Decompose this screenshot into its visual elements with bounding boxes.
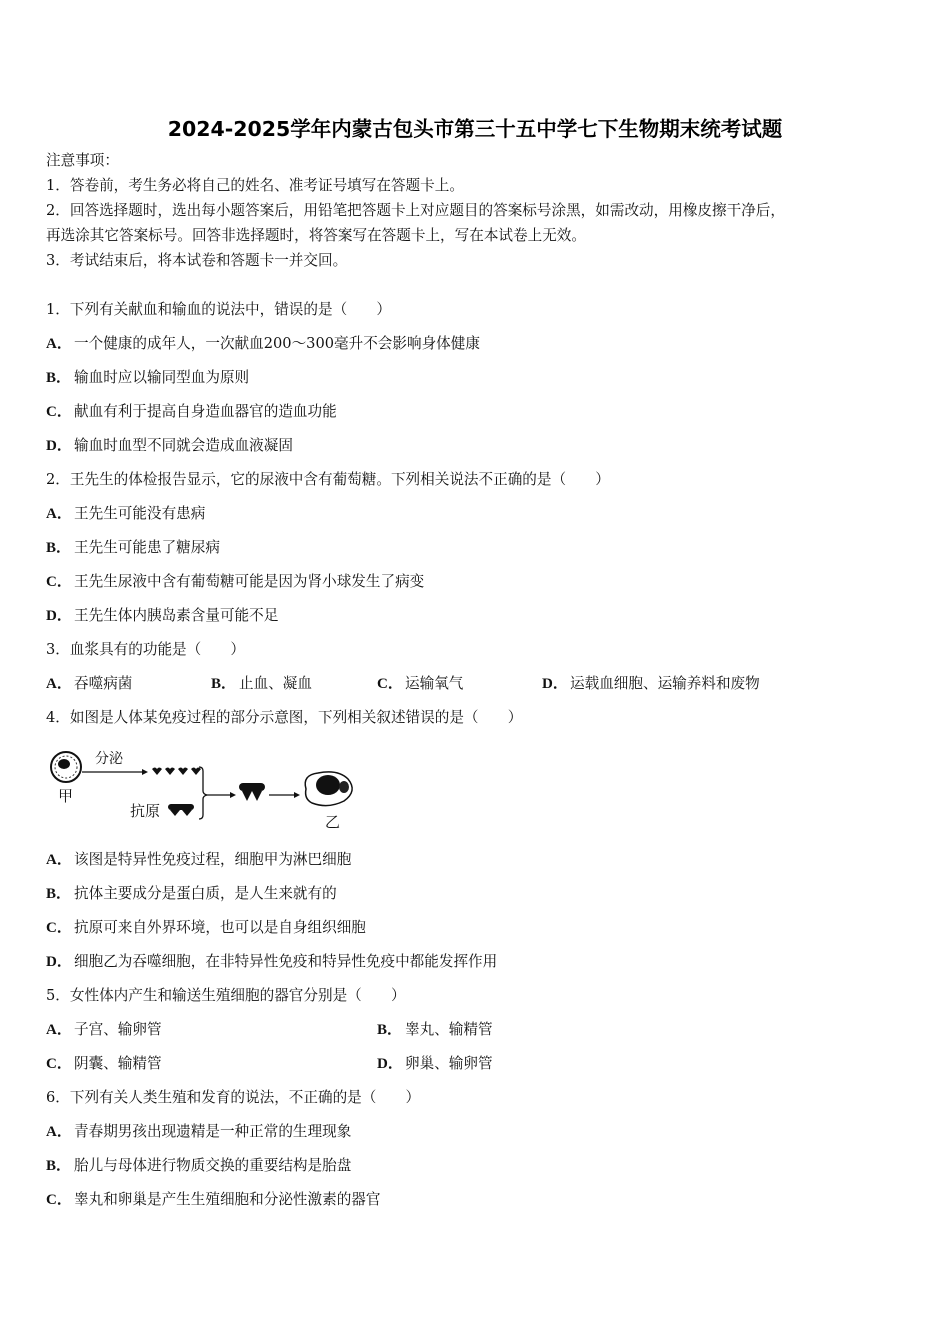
option-d[interactable] xyxy=(46,606,278,626)
option-d[interactable] xyxy=(377,1054,493,1074)
antigen-label: 抗原 xyxy=(130,802,161,820)
notice-heading: 注意事项： xyxy=(46,152,119,169)
cell-a-label: 甲 xyxy=(58,787,74,805)
option-a[interactable] xyxy=(46,334,480,354)
option-b[interactable] xyxy=(46,538,220,558)
option-text: 止血、凝血 xyxy=(239,675,312,692)
option-d[interactable] xyxy=(542,674,760,694)
option-letter: B． xyxy=(46,1158,72,1174)
option-letter: B． xyxy=(211,676,237,692)
question-number: 5． xyxy=(46,987,70,1004)
option-text: 卵巢、输卵管 xyxy=(405,1055,493,1072)
option-letter: D． xyxy=(46,438,72,454)
secrete-label: 分泌 xyxy=(95,751,123,767)
option-b[interactable] xyxy=(46,884,337,904)
antigen-antibody-complex-icon xyxy=(239,783,265,801)
option-text: 抗原可来自外界环境，也可以是自身组织细胞 xyxy=(74,919,366,936)
option-letter: A． xyxy=(46,852,72,868)
option-text: 阴囊、输精管 xyxy=(74,1055,162,1072)
option-letter: C． xyxy=(46,920,72,936)
option-text: 青春期男孩出现遗精是一种正常的生理现象 xyxy=(74,1123,352,1140)
question-text: 如图是人体某免疫过程的部分示意图，下列相关叙述错误的是（ ） xyxy=(69,709,523,726)
option-a[interactable] xyxy=(46,504,205,524)
option-text: 输血时应以输同型血为原则 xyxy=(74,369,250,386)
option-letter: B． xyxy=(46,540,72,556)
option-text: 抗体主要成分是蛋白质，是人生来就有的 xyxy=(74,885,337,902)
question-stem xyxy=(46,986,406,1006)
question-number: 3． xyxy=(46,641,70,658)
option-text: 睾丸和卵巢是产生生殖细胞和分泌性激素的器官 xyxy=(74,1191,381,1208)
option-text: 子宫、输卵管 xyxy=(74,1021,162,1038)
option-letter: B． xyxy=(46,886,72,902)
option-text: 王先生可能患了糖尿病 xyxy=(74,539,220,556)
option-letter: A． xyxy=(46,676,72,692)
option-c[interactable] xyxy=(377,674,463,694)
option-b[interactable] xyxy=(46,368,249,388)
antigen-icon xyxy=(168,804,194,816)
option-letter: C． xyxy=(377,676,403,692)
diagram-graphic xyxy=(44,745,364,840)
question-number: 1． xyxy=(46,301,70,318)
antibody-icons xyxy=(152,768,201,776)
option-text: 献血有利于提高自身造血器官的造血功能 xyxy=(74,403,337,420)
option-text: 王先生可能没有患病 xyxy=(74,505,206,522)
option-letter: A． xyxy=(46,1022,72,1038)
option-b[interactable] xyxy=(46,1156,351,1176)
option-d[interactable] xyxy=(46,436,293,456)
option-text: 吞噬病菌 xyxy=(74,675,133,692)
option-letter: C． xyxy=(46,1192,72,1208)
option-letter: D． xyxy=(377,1056,403,1072)
immune-process-diagram xyxy=(44,745,364,840)
question-number: 2． xyxy=(46,471,70,488)
option-c[interactable] xyxy=(46,918,366,938)
option-b[interactable] xyxy=(377,1020,493,1040)
option-text: 细胞乙为吞噬细胞，在非特异性免疫和特异性免疫中都能发挥作用 xyxy=(74,953,498,970)
option-text: 王先生尿液中含有葡萄糖可能是因为肾小球发生了病变 xyxy=(74,573,425,590)
exam-title: 2024-2025学年内蒙古包头市第三十五中学七下生物期末统考试题 xyxy=(167,117,783,141)
question-number: 4． xyxy=(46,709,70,726)
option-text: 输血时血型不同就会造成血液凝固 xyxy=(74,437,293,454)
question-text: 血浆具有的功能是（ ） xyxy=(69,641,246,658)
question-stem xyxy=(46,708,522,728)
option-text: 该图是特异性免疫过程，细胞甲为淋巴细胞 xyxy=(74,851,352,868)
option-c[interactable] xyxy=(46,572,424,592)
option-letter: A． xyxy=(46,336,72,352)
question-text: 下列有关献血和输血的说法中，错误的是（ ） xyxy=(69,301,391,318)
question-text: 王先生的体检报告显示，它的尿液中含有葡萄糖。下列相关说法不正确的是（ ） xyxy=(69,471,610,488)
notice-item: 再选涂其它答案标号。回答非选择题时，将答案写在答题卡上，写在本试卷上无效。 xyxy=(46,227,586,244)
option-text: 王先生体内胰岛素含量可能不足 xyxy=(74,607,279,624)
lymphocyte-cell-icon xyxy=(51,752,81,782)
question-stem xyxy=(46,640,245,660)
option-c[interactable] xyxy=(46,402,337,422)
option-c[interactable] xyxy=(46,1190,380,1210)
cell-b-label: 乙 xyxy=(325,813,341,831)
option-text: 睾丸、输精管 xyxy=(405,1021,493,1038)
question-stem xyxy=(46,300,391,320)
option-text: 运输氧气 xyxy=(405,675,464,692)
question-text: 下列有关人类生殖和发育的说法，不正确的是（ ） xyxy=(69,1089,421,1106)
option-text: 一个健康的成年人，一次献血200～300毫升不会影响身体健康 xyxy=(74,335,480,352)
question-stem xyxy=(46,470,610,490)
option-letter: D． xyxy=(542,676,568,692)
option-a[interactable] xyxy=(46,1020,162,1040)
option-c[interactable] xyxy=(46,1054,162,1074)
notice-item: 1．答卷前，考生务必将自己的姓名、准考证号填写在答题卡上。 xyxy=(46,177,464,194)
option-d[interactable] xyxy=(46,952,497,972)
option-b[interactable] xyxy=(211,674,312,694)
option-letter: C． xyxy=(46,404,72,420)
question-stem xyxy=(46,1088,420,1108)
option-a[interactable] xyxy=(46,1122,351,1142)
option-letter: C． xyxy=(46,1056,72,1072)
option-letter: A． xyxy=(46,1124,72,1140)
notice-item: 3．考试结束后，将本试卷和答题卡一并交回。 xyxy=(46,252,348,269)
notice-item: 2．回答选择题时，选出每小题答案后，用铅笔把答题卡上对应题目的答案标号涂黑，如需改动，用橡皮擦干净后， xyxy=(46,202,785,219)
option-letter: D． xyxy=(46,608,72,624)
option-a[interactable] xyxy=(46,850,351,870)
question-number: 6． xyxy=(46,1089,70,1106)
option-text: 胎儿与母体进行物质交换的重要结构是胎盘 xyxy=(74,1157,352,1174)
option-letter: B． xyxy=(377,1022,403,1038)
option-letter: C． xyxy=(46,574,72,590)
phagocyte-cell-icon xyxy=(305,772,352,806)
option-text: 运载血细胞、运输养料和废物 xyxy=(570,675,760,692)
option-letter: B． xyxy=(46,370,72,386)
option-letter: A． xyxy=(46,506,72,522)
option-letter: D． xyxy=(46,954,72,970)
option-a[interactable] xyxy=(46,674,132,694)
question-text: 女性体内产生和输送生殖细胞的器官分别是（ ） xyxy=(69,987,406,1004)
